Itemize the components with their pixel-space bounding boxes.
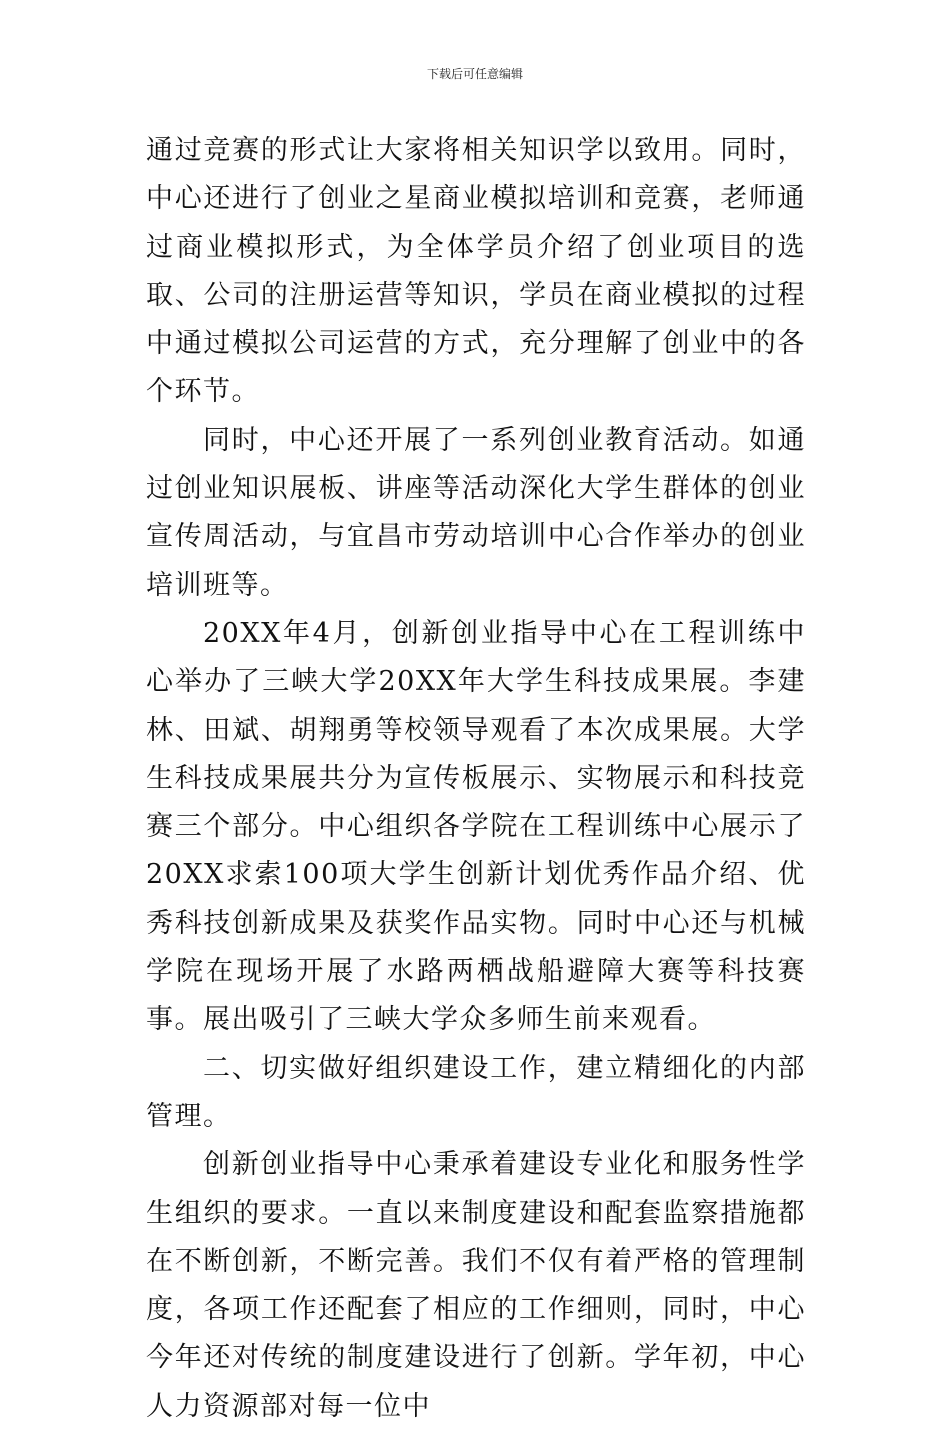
paragraph-4: 创新创业指导中心秉承着建设专业化和服务性学生组织的要求。一直以来制度建设和配套监察措施都在不断创新，不断完善。我们不仅有着严格的管理制度，各项工作还配套了相应的工作细则，同时，中心今年还对传统的制度建设进行了创新。学年初，中心人力资源部对每一位中 [146, 1149, 806, 1422]
document-body [146, 127, 806, 1431]
section-heading-2: 二、切实做好组织建设工作，建立精细化的内部管理。 [146, 1052, 806, 1132]
paragraph-1: 通过竞赛的形式让大家将相关知识学以致用。同时，中心还进行了创业之星商业模拟培训和竞赛，老师通过商业模拟形式，为全体学员介绍了创业项目的选取、公司的注册运营等知识，学员在商业模拟的过程中通过模拟公司运营的方式，充分理解了创业中的各个环节。 [146, 135, 806, 408]
paragraph-3: 20XX年4月，创新创业指导中心在工程训练中心举办了三峡大学20XX年大学生科技成果展。李建林、田斌、胡翔勇等校领导观看了本次成果展。大学生科技成果展共分为宣传板展示、实物展示和科技竞赛三个部分。中心组织各学院在工程训练中心展示了20XX求索100项大学生创新计划优秀作品介绍、优秀科技创新成果及获奖作品实物。同时中心还与机械学院在现场开展了水路两栖战船避障大赛等科技赛事。展出吸引了三峡大学众多师生前来观看。 [146, 617, 806, 1036]
paragraph-2: 同时，中心还开展了一系列创业教育活动。如通过创业知识展板、讲座等活动深化大学生群体的创业宣传周活动，与宜昌市劳动培训中心合作举办的创业培训班等。 [146, 424, 806, 601]
page-header-note: 下载后可任意编辑 [426, 67, 523, 81]
